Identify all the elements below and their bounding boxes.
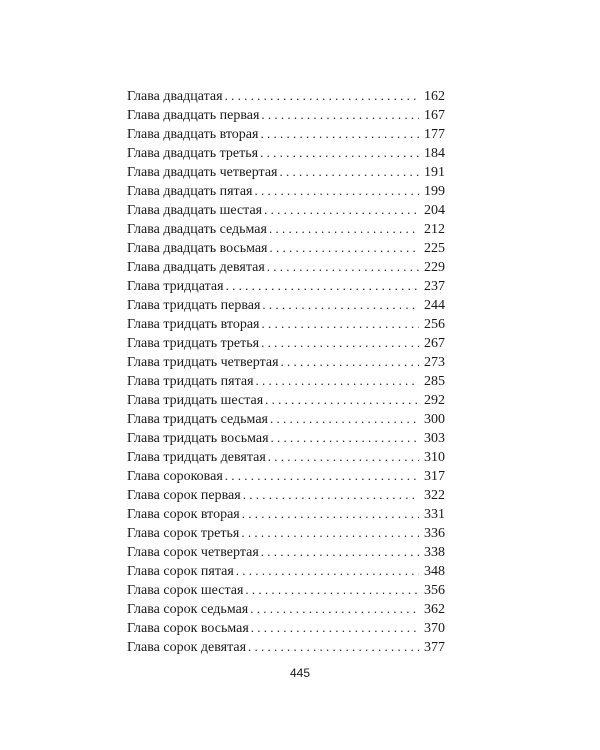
dot-leader [225, 466, 419, 485]
dot-leader [271, 428, 419, 447]
toc-entry-title: Глава двадцать пятая [127, 184, 253, 199]
toc-entry [127, 504, 445, 523]
dot-leader [281, 352, 419, 371]
toc-entry-title: Глава двадцать четвертая [127, 165, 278, 180]
toc-entry [127, 276, 445, 295]
toc-entry-page: 204 [424, 203, 445, 218]
toc-entry [127, 371, 445, 390]
toc-entry [127, 162, 445, 181]
dot-leader [250, 599, 419, 618]
toc-entry [127, 637, 445, 656]
toc-entry-page: 331 [424, 507, 445, 522]
toc-entry [127, 105, 445, 124]
toc-entry [127, 181, 445, 200]
toc-entry-title: Глава тридцать третья [127, 336, 260, 351]
dot-leader [270, 238, 420, 257]
toc-entry-title: Глава сорок третья [127, 526, 240, 541]
dot-leader [269, 219, 419, 238]
toc-entry [127, 200, 445, 219]
toc-entry-title: Глава тридцать седьмая [127, 412, 268, 427]
toc-entry-page: 292 [424, 393, 445, 408]
toc-entry [127, 352, 445, 371]
dot-leader [261, 333, 419, 352]
dot-leader [243, 485, 419, 504]
toc-entry [127, 618, 445, 637]
toc-entry-page: 370 [424, 621, 445, 636]
toc-entry-page: 377 [424, 640, 445, 655]
dot-leader [241, 523, 419, 542]
toc-entry-page: 356 [424, 583, 445, 598]
toc-entry-page: 273 [424, 355, 445, 370]
toc-entry-page: 167 [424, 108, 445, 123]
toc-entry [127, 542, 445, 561]
toc-entry [127, 143, 445, 162]
toc-entry-page: 338 [424, 545, 445, 560]
toc-entry-title: Глава двадцать девятая [127, 260, 265, 275]
dot-leader [261, 105, 419, 124]
toc-entry-page: 310 [424, 450, 445, 465]
dot-leader [251, 618, 419, 637]
dot-leader [236, 561, 419, 580]
toc-entry-page: 162 [424, 89, 445, 104]
dot-leader [270, 409, 419, 428]
toc-entry-title: Глава двадцать первая [127, 108, 260, 123]
toc-entry-page: 362 [424, 602, 445, 617]
toc-entry-page: 322 [424, 488, 445, 503]
toc-entry [127, 219, 445, 238]
toc-entry-title: Глава двадцать седьмая [127, 222, 267, 237]
toc-entry [127, 523, 445, 542]
toc-entry-page: 244 [424, 298, 445, 313]
toc-entry-title: Глава сорок седьмая [127, 602, 249, 617]
toc-entry-title: Глава тридцать шестая [127, 393, 264, 408]
dot-leader [267, 257, 419, 276]
dot-leader [248, 637, 419, 656]
toc-entry-page: 267 [424, 336, 445, 351]
toc-entry-page: 237 [424, 279, 445, 294]
toc-entry-title: Глава сорок первая [127, 488, 241, 503]
toc-entry-title: Глава сорок девятая [127, 640, 247, 655]
toc-entry-title: Глава сорок четвертая [127, 545, 259, 560]
toc-entry-title: Глава сорок восьмая [127, 621, 249, 636]
dot-leader [262, 295, 419, 314]
toc-entry-page: 285 [424, 374, 445, 389]
page-number: 445 [289, 666, 311, 680]
toc-entry-title: Глава тридцать четвертая [127, 355, 279, 370]
dot-leader [225, 86, 419, 105]
dot-leader [268, 447, 419, 466]
toc-entry-page: 336 [424, 526, 445, 541]
table-of-contents [127, 86, 445, 656]
toc-entry [127, 466, 445, 485]
toc-entry-title: Глава сорок вторая [127, 507, 240, 522]
dot-leader [260, 143, 419, 162]
toc-entry-title: Глава тридцать первая [127, 298, 261, 313]
toc-entry [127, 409, 445, 428]
toc-entry-title: Глава сорок пятая [127, 564, 234, 579]
dot-leader [280, 162, 420, 181]
toc-entry-title: Глава двадцатая [127, 89, 223, 104]
dot-leader [261, 314, 419, 333]
toc-entry [127, 485, 445, 504]
toc-entry [127, 86, 445, 105]
dot-leader [265, 390, 419, 409]
toc-entry [127, 561, 445, 580]
dot-leader [260, 124, 419, 143]
toc-entry-page: 199 [424, 184, 445, 199]
dot-leader [264, 200, 419, 219]
toc-entry-page: 177 [424, 127, 445, 142]
toc-entry-page: 300 [424, 412, 445, 427]
toc-entry [127, 447, 445, 466]
toc-entry-page: 317 [424, 469, 445, 484]
toc-entry-title: Глава тридцать восьмая [127, 431, 269, 446]
toc-entry [127, 580, 445, 599]
toc-entry-title: Глава двадцать третья [127, 146, 259, 161]
toc-entry [127, 390, 445, 409]
dot-leader [261, 542, 419, 561]
toc-entry-page: 191 [424, 165, 445, 180]
toc-entry [127, 599, 445, 618]
toc-entry-title: Глава тридцатая [127, 279, 224, 294]
toc-entry-title: Глава тридцать вторая [127, 317, 260, 332]
toc-entry [127, 314, 445, 333]
toc-entry [127, 428, 445, 447]
toc-entry-page: 225 [424, 241, 445, 256]
toc-entry-title: Глава сорок шестая [127, 583, 244, 598]
toc-entry-page: 229 [424, 260, 445, 275]
toc-entry [127, 257, 445, 276]
toc-entry-title: Глава двадцать вторая [127, 127, 259, 142]
toc-entry-page: 212 [424, 222, 445, 237]
toc-entry-title: Глава сороковая [127, 469, 223, 484]
toc-entry [127, 238, 445, 257]
dot-leader [255, 181, 420, 200]
toc-entry-title: Глава тридцать девятая [127, 450, 266, 465]
toc-entry-page: 348 [424, 564, 445, 579]
toc-entry-title: Глава двадцать шестая [127, 203, 263, 218]
dot-leader [242, 504, 419, 523]
toc-entry [127, 295, 445, 314]
dot-leader [245, 580, 419, 599]
toc-entry-page: 184 [424, 146, 445, 161]
toc-entry-page: 303 [424, 431, 445, 446]
dot-leader [226, 276, 419, 295]
toc-entry-title: Глава двадцать восьмая [127, 241, 268, 256]
toc-entry [127, 124, 445, 143]
toc-entry-page: 256 [424, 317, 445, 332]
toc-entry-title: Глава тридцать пятая [127, 374, 254, 389]
dot-leader [256, 371, 419, 390]
toc-entry [127, 333, 445, 352]
